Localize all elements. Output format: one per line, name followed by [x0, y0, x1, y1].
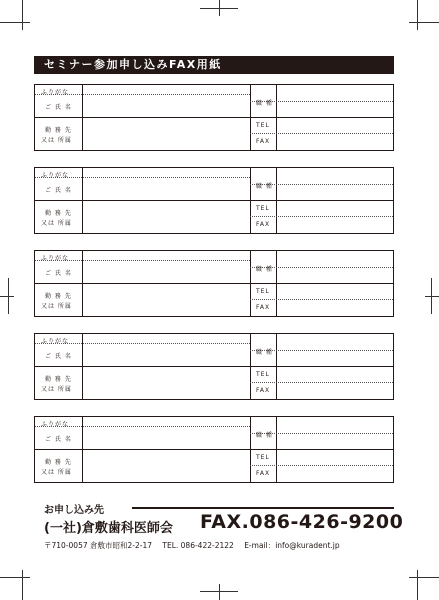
- name-field[interactable]: [83, 178, 250, 200]
- workplace-field[interactable]: [83, 450, 250, 482]
- tel-number: TEL. 086-422-2122: [162, 541, 234, 550]
- crop-mark: [22, 570, 23, 600]
- affiliation-label: 又は 所属: [41, 303, 72, 310]
- application-block: [34, 250, 394, 317]
- tel-field[interactable]: [277, 201, 393, 216]
- workplace-label: 勤 務 先: [45, 293, 72, 300]
- crop-mark: [417, 570, 418, 600]
- form-title: セミナー参加申し込みFAX用紙: [34, 56, 394, 74]
- furigana-label: ふりがな: [41, 255, 70, 262]
- job-label: 職 種: [256, 183, 273, 190]
- furigana-label: ふりがな: [41, 89, 70, 96]
- crop-mark: [219, 584, 220, 600]
- fax-label: FAX: [256, 221, 271, 228]
- furigana-label: ふりがな: [41, 338, 70, 345]
- postal-address: 〒710-0057 倉敷市昭和2-2-17: [44, 541, 152, 550]
- job-label: 職 種: [256, 349, 273, 356]
- crop-mark: [425, 296, 439, 297]
- job-field[interactable]: [277, 168, 393, 200]
- crop-mark: [417, 0, 418, 30]
- workplace-label: 勤 務 先: [45, 127, 72, 134]
- fax-label: FAX: [256, 304, 271, 311]
- job-label: 職 種: [256, 432, 273, 439]
- crop-mark: [431, 278, 432, 314]
- name-label: ご 氏 名: [45, 353, 72, 360]
- furigana-label: ふりがな: [41, 172, 70, 179]
- job-label: 職 種: [256, 266, 273, 273]
- job-field[interactable]: [277, 85, 393, 117]
- furigana-label: ふりがな: [41, 421, 70, 428]
- fax-field[interactable]: [277, 466, 393, 482]
- application-block: [34, 167, 394, 234]
- fax-field[interactable]: [277, 217, 393, 233]
- furigana-field[interactable]: [83, 251, 250, 260]
- workplace-label: 勤 務 先: [45, 376, 72, 383]
- tel-field[interactable]: [277, 367, 393, 382]
- furigana-field[interactable]: [83, 168, 250, 177]
- tel-label: TEL: [256, 371, 270, 378]
- fax-field[interactable]: [277, 383, 393, 399]
- application-block: [34, 333, 394, 400]
- apply-to-label: お申し込み先: [44, 505, 104, 516]
- affiliation-label: 又は 所属: [41, 386, 72, 393]
- name-field[interactable]: [83, 95, 250, 117]
- workplace-label: 勤 務 先: [45, 459, 72, 466]
- name-field[interactable]: [83, 427, 250, 449]
- job-field[interactable]: [277, 417, 393, 449]
- crop-mark: [200, 8, 238, 9]
- crop-mark: [409, 577, 439, 578]
- crop-mark: [8, 278, 9, 314]
- fax-number: FAX.086-426-9200: [200, 511, 404, 533]
- tel-label: TEL: [256, 205, 270, 212]
- tel-field[interactable]: [277, 450, 393, 465]
- workplace-field[interactable]: [83, 367, 250, 399]
- tel-field[interactable]: [277, 118, 393, 133]
- name-field[interactable]: [83, 344, 250, 366]
- fax-field[interactable]: [277, 300, 393, 316]
- crop-mark: [0, 577, 30, 578]
- fax-label: FAX: [256, 138, 271, 145]
- application-block: [34, 416, 394, 483]
- furigana-field[interactable]: [83, 85, 250, 94]
- furigana-field[interactable]: [83, 334, 250, 343]
- organization-name: (一社)倉敷歯科医師会: [44, 521, 173, 536]
- affiliation-label: 又は 所属: [41, 220, 72, 227]
- furigana-field[interactable]: [83, 417, 250, 426]
- job-field[interactable]: [277, 251, 393, 283]
- crop-mark: [200, 591, 238, 592]
- tel-field[interactable]: [277, 284, 393, 299]
- divider: [132, 507, 394, 509]
- crop-mark: [0, 22, 30, 23]
- job-label: 職 種: [256, 100, 273, 107]
- name-field[interactable]: [83, 261, 250, 283]
- fax-field[interactable]: [277, 134, 393, 150]
- affiliation-label: 又は 所属: [41, 469, 72, 476]
- workplace-field[interactable]: [83, 118, 250, 150]
- crop-mark: [0, 296, 14, 297]
- name-label: ご 氏 名: [45, 436, 72, 443]
- name-label: ご 氏 名: [45, 187, 72, 194]
- affiliation-label: 又は 所属: [41, 137, 72, 144]
- job-field[interactable]: [277, 334, 393, 366]
- name-label: ご 氏 名: [45, 270, 72, 277]
- tel-label: TEL: [256, 454, 270, 461]
- fax-label: FAX: [256, 387, 271, 394]
- workplace-field[interactable]: [83, 284, 250, 316]
- email-address: E-mail：info@kuradent.jp: [244, 541, 340, 550]
- tel-label: TEL: [256, 288, 270, 295]
- contact-line: [44, 540, 348, 551]
- crop-mark: [409, 22, 439, 23]
- workplace-label: 勤 務 先: [45, 210, 72, 217]
- fax-label: FAX: [256, 470, 271, 477]
- name-label: ご 氏 名: [45, 104, 72, 111]
- crop-mark: [22, 0, 23, 30]
- workplace-field[interactable]: [83, 201, 250, 233]
- tel-label: TEL: [256, 122, 270, 129]
- application-block: [34, 84, 394, 151]
